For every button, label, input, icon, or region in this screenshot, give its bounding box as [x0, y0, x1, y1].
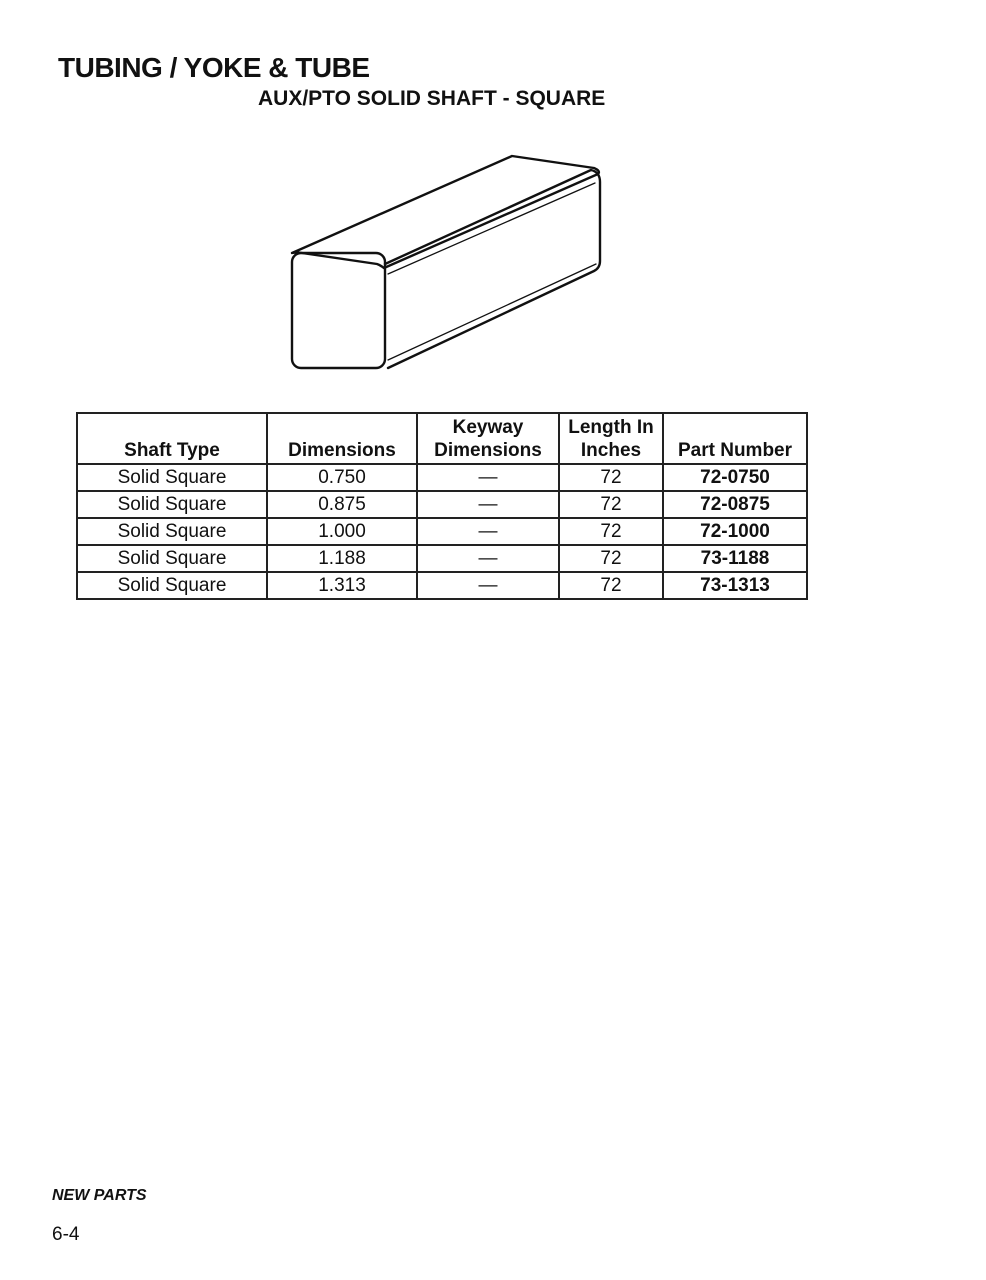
square-shaft-icon — [280, 148, 620, 383]
table-row — [77, 545, 807, 572]
cell-keyway: — — [417, 572, 559, 599]
cell-dimensions: 0.875 — [267, 491, 417, 518]
cell-length: 72 — [559, 572, 663, 599]
cell-shaft-type: Solid Square — [77, 464, 267, 491]
cell-keyway: — — [417, 491, 559, 518]
page-title: TUBING / YOKE & TUBE — [58, 52, 370, 83]
cell-shaft-type: Solid Square — [77, 518, 267, 545]
cell-shaft-type: Solid Square — [77, 491, 267, 518]
cell-shaft-type: Solid Square — [77, 545, 267, 572]
header-length-inches: Length In Inches — [559, 413, 663, 464]
footer-label: NEW PARTS — [52, 1187, 147, 1204]
cell-part-number: 72-0750 — [663, 464, 807, 491]
cell-length: 72 — [559, 491, 663, 518]
page-number: 6-4 — [52, 1224, 80, 1245]
parts-table — [76, 412, 808, 600]
cell-length: 72 — [559, 518, 663, 545]
cell-keyway: — — [417, 545, 559, 572]
cell-shaft-type: Solid Square — [77, 572, 267, 599]
table-header-row — [77, 413, 807, 464]
cell-length: 72 — [559, 545, 663, 572]
page-subtitle: AUX/PTO SOLID SHAFT - SQUARE — [258, 87, 606, 110]
table-row — [77, 464, 807, 491]
header-shaft-type: Shaft Type — [77, 413, 267, 464]
cell-keyway: — — [417, 518, 559, 545]
cell-dimensions: 1.313 — [267, 572, 417, 599]
cell-part-number: 73-1188 — [663, 545, 807, 572]
table-row — [77, 572, 807, 599]
cell-dimensions: 1.000 — [267, 518, 417, 545]
table-row — [77, 518, 807, 545]
header-keyway-dimensions: Keyway Dimensions — [417, 413, 559, 464]
cell-keyway: — — [417, 464, 559, 491]
header-dimensions: Dimensions — [267, 413, 417, 464]
cell-part-number: 72-1000 — [663, 518, 807, 545]
cell-part-number: 73-1313 — [663, 572, 807, 599]
cell-part-number: 72-0875 — [663, 491, 807, 518]
cell-dimensions: 0.750 — [267, 464, 417, 491]
cell-dimensions: 1.188 — [267, 545, 417, 572]
header-part-number: Part Number — [663, 413, 807, 464]
table-row — [77, 491, 807, 518]
cell-length: 72 — [559, 464, 663, 491]
